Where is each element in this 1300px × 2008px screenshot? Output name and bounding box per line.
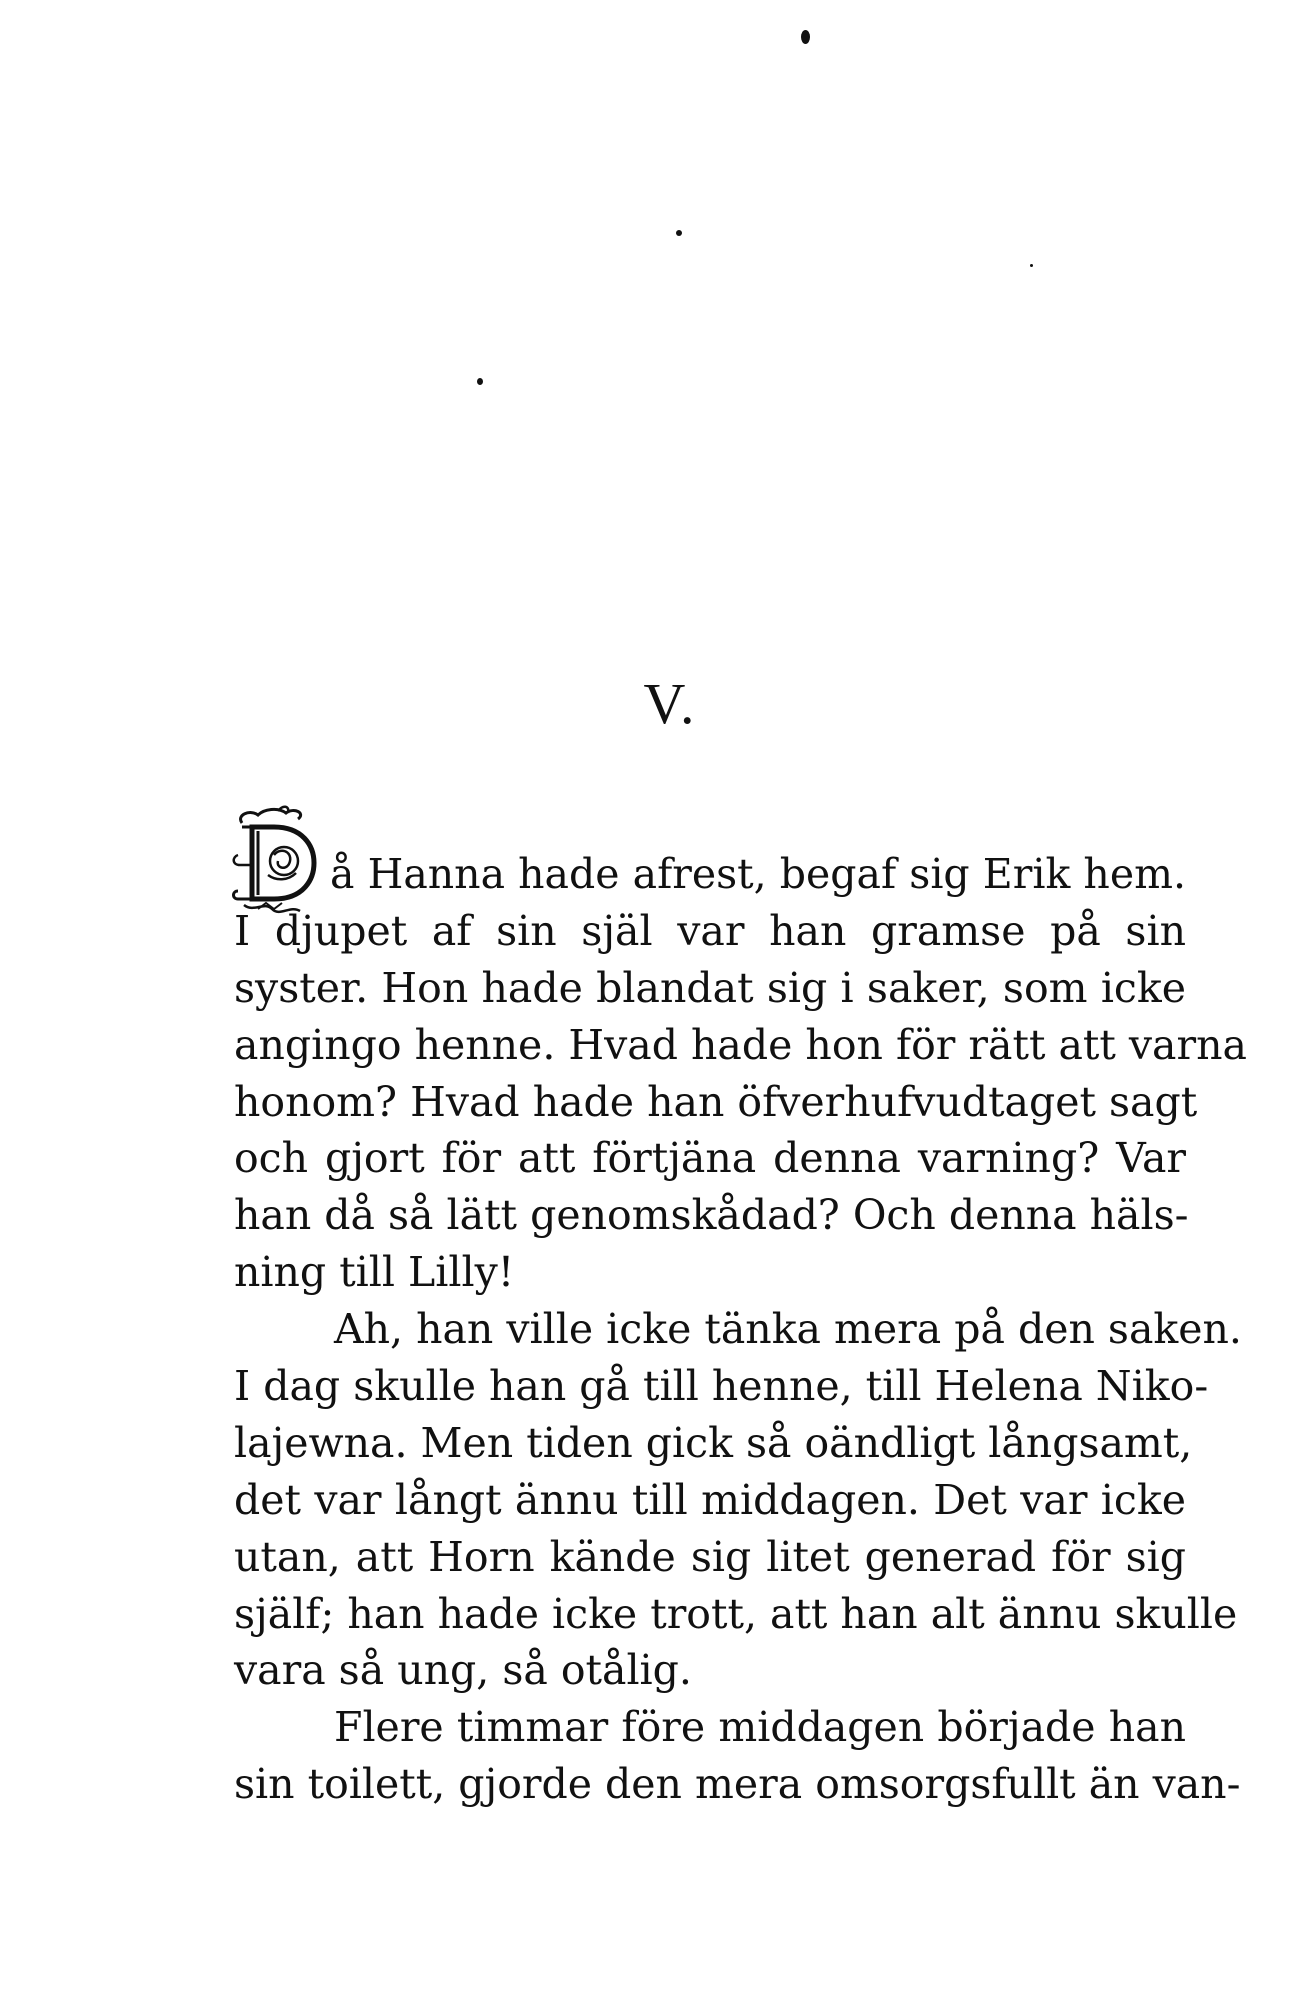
text-line: I dag skulle han gå till henne, till Helena Niko- [234,1362,1209,1411]
text-line: syster. Hon hade blandat sig i saker, som icke [234,963,1186,1012]
body-text [234,846,1247,1813]
text-line: lajewna. Men tiden gick så oändligt långsamt, [234,1418,1193,1467]
text-line: angingo henne. Hvad hade hon för rätt att varna [234,1020,1247,1069]
paragraph [234,846,1247,1301]
paragraph [234,1699,1241,1813]
text-line: och gjort för att förtjäna denna varning? Var [234,1134,1186,1183]
text-line: vara så ung, så otålig. [234,1646,692,1695]
text-line: honom? Hvad hade han öfverhufvudtaget sagt [234,1077,1198,1126]
print-speck [477,378,483,385]
paragraph [234,1301,1242,1699]
print-speck [1030,264,1033,267]
text-line: det var långt ännu till middagen. Det var icke [234,1475,1186,1524]
text-line: I djupet af sin själ var han gramse på sin [234,906,1186,955]
text-line: utan, att Horn kände sig litet generad för sig [234,1532,1186,1581]
text-line: sin toilett, gjorde den mera omsorgsfullt än van- [234,1760,1241,1809]
text-line: Ah, han ville icke tänka mera på den saken. [334,1305,1242,1354]
text-line: han då så lätt genomskådad? Och denna häls- [234,1191,1189,1240]
text-line: ning till Lilly! [234,1248,515,1297]
chapter-heading: V. [643,671,697,736]
print-speck [801,30,810,44]
text-line: å Hanna hade afrest, begaf sig Erik hem. [330,850,1186,898]
print-speck [676,230,682,236]
text-line: Flere timmar före middagen började han [334,1703,1186,1752]
text-line: själf; han hade icke trott, att han alt ännu skulle [234,1589,1238,1638]
